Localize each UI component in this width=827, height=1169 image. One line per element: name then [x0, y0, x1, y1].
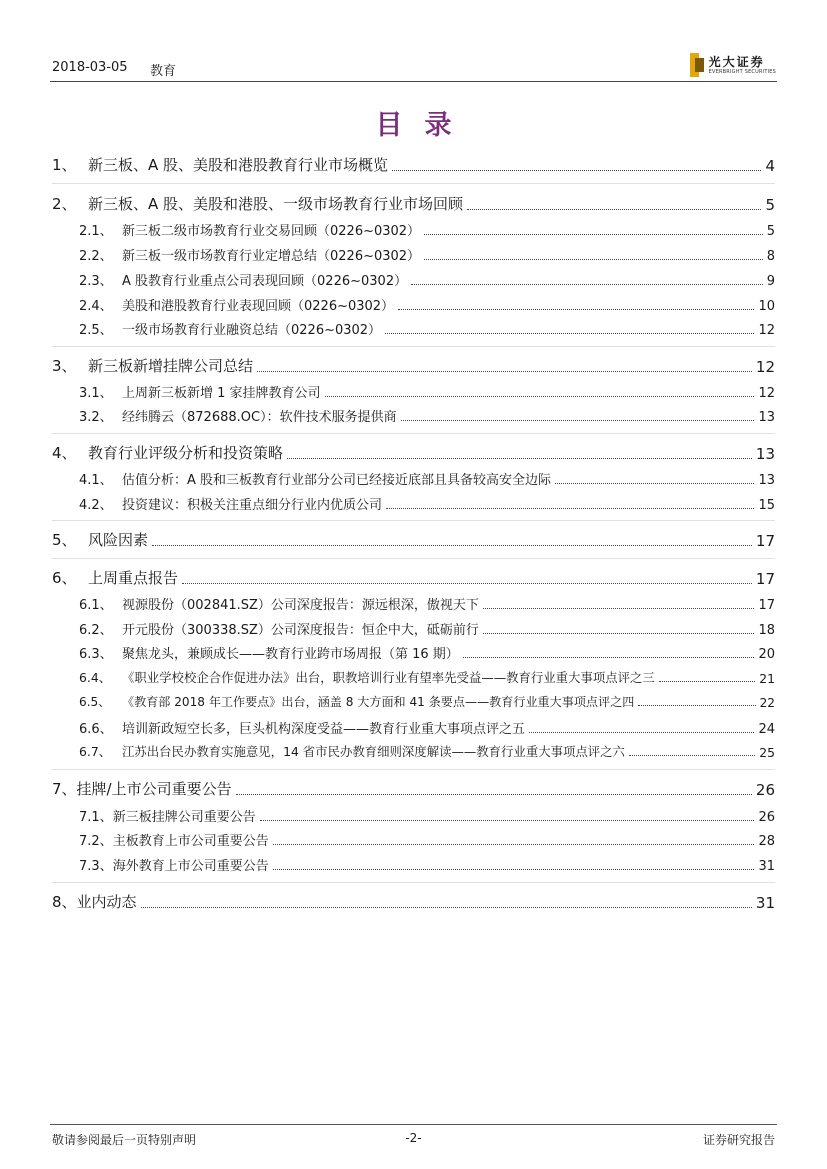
toc-label: 新三板、A 股、美股和港股教育行业市场概览	[88, 156, 389, 174]
toc-leader	[638, 705, 755, 706]
toc-page: 31	[758, 859, 775, 874]
toc-page: 17	[755, 570, 775, 588]
toc-leader	[629, 755, 755, 756]
toc-page: 12	[758, 386, 775, 401]
toc-entry-6[interactable]	[52, 567, 775, 588]
toc-entry-2[interactable]	[52, 193, 775, 214]
toc-page: 20	[758, 647, 775, 662]
toc-page: 26	[755, 781, 775, 799]
toc-number: 8、	[52, 893, 77, 911]
toc-page: 28	[758, 834, 775, 849]
toc-leader	[424, 234, 763, 235]
toc-label: 估值分析：A 股和三板教育行业部分公司已经接近底部且具备较高安全边际	[122, 473, 552, 488]
toc-number: 7.1、	[79, 810, 113, 825]
section-divider	[52, 433, 775, 434]
toc-leader	[236, 794, 752, 795]
toc-leader	[273, 869, 755, 870]
toc-entry-2-4[interactable]	[79, 295, 775, 314]
toc-number: 6.4、	[79, 670, 112, 685]
toc-label: 新三板二级市场教育行业交易回顾（0226~0302）	[122, 224, 421, 239]
toc-leader	[398, 309, 754, 310]
toc-label: 经纬腾云（872688.OC）：软件技术服务提供商	[122, 410, 397, 425]
toc-entry-4-2[interactable]	[79, 494, 775, 513]
toc-leader	[529, 732, 754, 733]
toc-entry-1[interactable]	[52, 154, 775, 175]
toc-leader	[659, 681, 755, 682]
toc-entry-6-3[interactable]	[79, 643, 775, 662]
toc-page: 12	[758, 323, 775, 338]
toc-number: 2、	[52, 195, 77, 213]
toc-label: 培训新政短空长多，巨头机构深度受益——教育行业重大事项点评之五	[122, 722, 526, 737]
toc-entry-2-3[interactable]	[79, 270, 775, 289]
toc-page: 18	[758, 623, 775, 638]
toc-page: 13	[758, 410, 775, 425]
toc-leader	[273, 844, 755, 845]
toc-number: 6.6、	[79, 722, 113, 737]
toc-number: 3.1、	[79, 386, 113, 401]
toc-label: 新三板挂牌公司重要公告	[112, 810, 256, 825]
logo-name-cn: 光大证券	[708, 54, 765, 69]
toc-page: 17	[758, 598, 775, 613]
toc-label: 视源股份（002841.SZ）公司深度报告：源远根深，傲视天下	[122, 598, 479, 613]
report-date: 2018-03-05	[52, 60, 128, 75]
toc-leader	[555, 483, 754, 484]
toc-entry-7[interactable]	[52, 778, 775, 799]
toc-number: 6.7、	[79, 744, 112, 759]
toc-entry-6-7[interactable]	[79, 742, 775, 760]
toc-number: 2.1、	[79, 224, 113, 239]
toc-entry-6-2[interactable]	[79, 619, 775, 638]
toc-page: 5	[765, 196, 775, 214]
toc-label: 江苏出台民办教育实施意见，14 省市民办教育细则深度解读——教育行业重大事项点评之六	[122, 744, 625, 759]
toc-page: 31	[755, 894, 775, 912]
toc-page: 17	[755, 532, 775, 550]
toc-entry-5[interactable]	[52, 529, 775, 550]
toc-number: 6.1、	[79, 598, 113, 613]
toc-entry-3-2[interactable]	[79, 406, 775, 425]
toc-number: 6.2、	[79, 623, 113, 638]
toc-entry-2-1[interactable]	[79, 220, 775, 239]
toc-leader	[287, 458, 752, 459]
toc-leader	[141, 907, 752, 908]
toc-leader	[467, 209, 761, 210]
toc-label: 聚焦龙头，兼顾成长——教育行业跨市场周报（第 16 期）	[122, 647, 459, 662]
toc-entry-7-3[interactable]	[79, 855, 775, 874]
toc-label: 上周重点报告	[88, 569, 179, 587]
toc-number: 3.2、	[79, 410, 113, 425]
section-divider	[52, 558, 775, 559]
toc-label: 开元股份（300338.SZ）公司深度报告：恒企中大，砥砺前行	[122, 623, 479, 638]
toc-leader	[385, 333, 754, 334]
toc-page: 24	[758, 722, 775, 737]
toc-page: 15	[758, 498, 775, 513]
toc-entry-7-1[interactable]	[79, 806, 775, 825]
toc-leader	[483, 633, 755, 634]
toc-label: A 股教育行业重点公司表现回顾（0226~0302）	[122, 274, 408, 289]
toc-entry-2-2[interactable]	[79, 245, 775, 264]
toc-number: 3、	[52, 357, 77, 375]
toc-number: 6、	[52, 569, 77, 587]
toc-page: 26	[758, 810, 775, 825]
toc-entry-2-5[interactable]	[79, 319, 775, 338]
toc-page: 8	[766, 249, 775, 264]
toc-label: 新三板新增挂牌公司总结	[88, 357, 254, 375]
toc-number: 6.5、	[79, 695, 111, 709]
toc-label: 主板教育上市公司重要公告	[112, 834, 269, 849]
toc-leader	[401, 420, 755, 421]
toc-page: 22	[759, 696, 775, 710]
section-divider	[52, 520, 775, 521]
toc-entry-4-1[interactable]	[79, 469, 775, 488]
section-divider	[52, 346, 775, 347]
toc-number: 4.2、	[79, 498, 113, 513]
toc-entry-8[interactable]	[52, 891, 775, 912]
toc-leader	[392, 170, 761, 171]
toc-leader	[424, 259, 763, 260]
toc-title: 目录	[375, 110, 474, 141]
toc-number: 4、	[52, 444, 77, 462]
toc-page: 25	[759, 745, 775, 760]
toc-entry-3[interactable]	[52, 355, 775, 376]
toc-entry-4[interactable]	[52, 442, 775, 463]
toc-page: 4	[765, 157, 775, 175]
toc-number: 2.3、	[79, 274, 113, 289]
toc-page: 13	[755, 445, 775, 463]
report-category: 教育	[150, 64, 177, 79]
toc-leader	[257, 371, 752, 372]
toc-page: 13	[758, 473, 775, 488]
toc-page: 5	[766, 224, 775, 239]
section-divider	[52, 769, 775, 770]
toc-number: 7.3、	[79, 859, 113, 874]
toc-number: 2.5、	[79, 323, 113, 338]
toc-leader	[325, 396, 755, 397]
toc-entry-6-6[interactable]	[79, 718, 775, 737]
toc-label: 一级市场教育行业融资总结（0226~0302）	[122, 323, 382, 338]
toc-leader	[463, 657, 755, 658]
toc-number: 2.2、	[79, 249, 113, 264]
toc-leader	[152, 545, 752, 546]
toc-label: 美股和港股教育行业表现回顾（0226~0302）	[122, 299, 395, 314]
toc-label: 风险因素	[88, 531, 149, 549]
toc-label: 挂牌/上市公司重要公告	[76, 780, 232, 798]
toc-leader	[483, 608, 755, 609]
toc-page: 21	[759, 671, 775, 686]
page-number: -2-	[405, 1131, 422, 1145]
toc-number: 7、	[52, 780, 77, 798]
toc-number: 4.1、	[79, 473, 113, 488]
toc-label: 上周新三板新增 1 家挂牌教育公司	[122, 386, 321, 401]
section-divider	[52, 183, 775, 184]
toc-number: 1、	[52, 156, 77, 174]
toc-page: 9	[766, 274, 775, 289]
footer-doc-type: 证券研究报告	[702, 1133, 775, 1147]
toc-entry-6-1[interactable]	[79, 594, 775, 613]
section-divider	[52, 882, 775, 883]
footer-disclaimer: 敬请参阅最后一页特别声明	[52, 1133, 197, 1147]
toc-number: 7.2、	[79, 834, 113, 849]
logo-name-en: EVERBRIGHT SECURITIES	[708, 68, 776, 75]
toc-entry-7-2[interactable]	[79, 830, 775, 849]
toc-entry-6-4[interactable]	[79, 668, 775, 686]
toc-entry-6-5[interactable]	[79, 693, 775, 710]
toc-leader	[260, 820, 755, 821]
toc-label: 海外教育上市公司重要公告	[112, 859, 269, 874]
toc-label: 业内动态	[76, 893, 137, 911]
toc-number: 6.3、	[79, 647, 113, 662]
toc-label: 投资建议：积极关注重点细分行业内优质公司	[122, 498, 383, 513]
toc-label: 新三板、A 股、美股和港股、一级市场教育行业市场回顾	[88, 195, 464, 213]
toc-page: 10	[758, 299, 775, 314]
toc-number: 5、	[52, 531, 77, 549]
toc-page: 12	[755, 358, 775, 376]
toc-label: 《职业学校校企合作促进办法》出台，职教培训行业有望率先受益——教育行业重大事项点评之三	[122, 670, 655, 685]
toc-entry-3-1[interactable]	[79, 382, 775, 401]
toc-leader	[386, 508, 754, 509]
toc-leader	[182, 583, 752, 584]
toc-label: 教育行业评级分析和投资策略	[88, 444, 284, 462]
toc-leader	[411, 284, 763, 285]
footer-divider	[50, 1124, 777, 1125]
toc-label: 《教育部 2018 年工作要点》出台，涵盖 8 大方面和 41 条要点——教育行业重大事项点评之四	[122, 695, 635, 709]
toc-label: 新三板一级市场教育行业定增总结（0226~0302）	[122, 249, 421, 264]
toc-number: 2.4、	[79, 299, 113, 314]
